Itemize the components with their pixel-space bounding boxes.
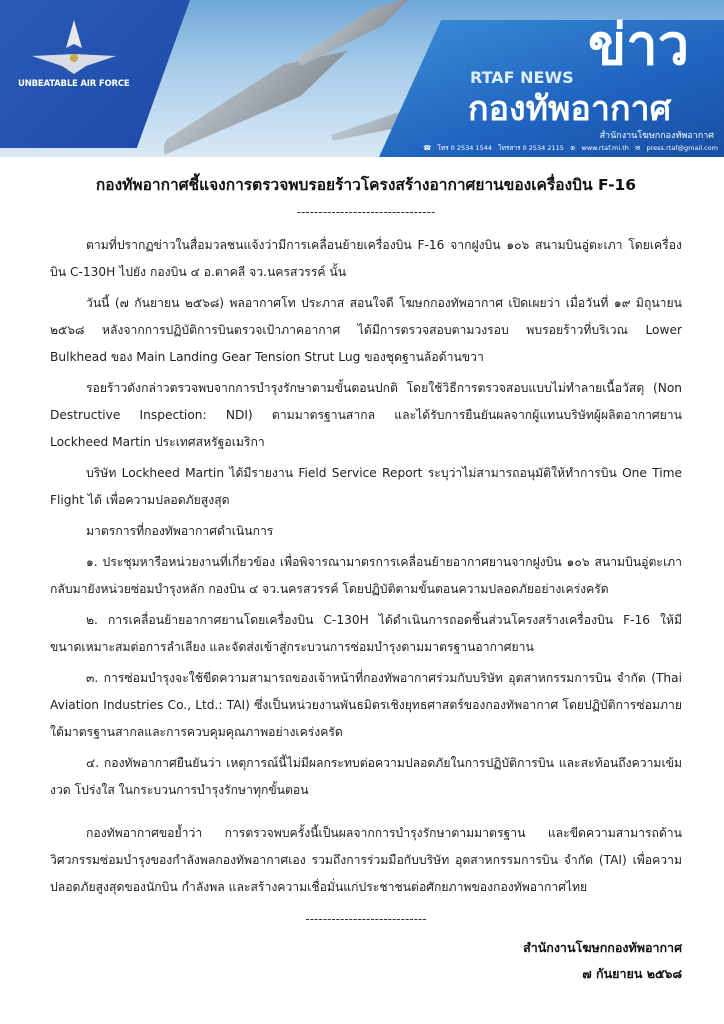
banner-news-heading: ข่าว <box>588 13 690 78</box>
press-release-body <box>50 172 682 987</box>
measure-item-4: ๔. กองทัพอากาศยืนยันว่า เหตุการณ์นี้ไม่มีผลกระทบต่อความปลอดภัยในการปฏิบัติการบิน และสะท้อนถึงความเข้มงวด โปร่งใส ในกระบวนการบำรุงรักษาทุกขั้นตอน <box>50 756 682 797</box>
phone-icon: ☎ <box>423 144 432 152</box>
measures-heading: มาตรการที่กองทัพอากาศดำเนินการ <box>86 524 274 538</box>
banner-office-name: สำนักงานโฆษกกองทัพอากาศ <box>599 131 714 141</box>
separator-top: -------------------------------- <box>296 205 436 219</box>
release-date: ๗ กันยายน ๒๕๖๘ <box>582 966 682 981</box>
measure-item-3: ๓. การซ่อมบำรุงจะใช้ขีดความสามารถของเจ้าหน้าที่กองทัพอากาศร่วมกับบริษัท อุตสาหกรรมการบิน จำกัด (Thai Aviation Industries Co., Ltd.: TAI) ซึ่งเป็นหน่วยงานพันธมิตรเชิงยุทธศาสตร์ของกองทัพอากาศ โดยปฏิบัติการซ่อมภายใต้มาตรฐานสากลและการควบคุมคุณภาพอย่างเคร่งครัด <box>50 671 682 739</box>
phone-number: โทร 0 2534 1544 <box>437 144 493 152</box>
air-force-wings-emblem-icon <box>26 18 122 78</box>
paragraph: วันนี้ (๗ กันยายน ๒๕๖๘) พลอากาศโท ประภาส สอนใจดี โฆษกกองทัพอากาศ เปิดเผยว่า เมื่อวันที่ ๑๙ มิถุนายน ๒๕๖๘ หลังจากการปฏิบัติการบินตรวจเป้าภาคอากาศ ได้มีการตรวจสอบตามวงรอบ พบรอยร้าวที่บริเวณ Lower Bulkhead ของ Main Landing Gear Tension Strut Lug ของชุดฐานล้อด้านขวา <box>50 296 682 364</box>
closing-paragraph: กองทัพอากาศขอย้ำว่า การตรวจพบครั้งนี้เป็นผลจากการบำรุงรักษาตามมาตรฐาน และขีดความสามารถด้านวิศวกรรมซ่อมบำรุงของกำลังพลกองทัพอากาศเอง รวมถึงการร่วมมือกับบริษัท อุตสาหกรรมการบิน จำกัด (TAI) เพื่อความปลอดภัยสูงสุดของนักบิน กำลังพล และสร้างความเชื่อมั่นแก่ประชาชนต่อศักยภาพของกองทัพอากาศไทย <box>50 826 682 894</box>
email-icon: ✉ <box>634 144 641 152</box>
paragraph: ตามที่ปรากฏข่าวในสื่อมวลชนแจ้งว่ามีการเคลื่อนย้ายเครื่องบิน F-16 จากฝูงบิน ๑๐๖ สนามบินอู่ตะเภา โดยเครื่องบิน C-130H ไปยัง กองบิน ๔ อ.ตาคลี จว.นครสวรรค์ นั้น <box>50 238 682 279</box>
signature-office: สำนักงานโฆษกกองทัพอากาศ <box>523 940 682 955</box>
measure-item-2: ๒. การเคลื่อนย้ายอากาศยานโดยเครื่องบิน C-130H ได้ดำเนินการถอดชิ้นส่วนโครงสร้างเครื่องบิน F-16 ให้มีขนาดเหมาะสมต่อการลำเลียง และจัดส่งเข้าสู่กระบวนการซ่อมบำรุงตามมาตรฐานอากาศยาน <box>50 613 682 654</box>
banner-contact-line <box>419 143 718 153</box>
paragraph: บริษัท Lockheed Martin ได้มีรายงาน Field Service Report ระบุว่าไม่สามารถอนุมัติให้ทำการบิน One Time Flight ได้ เพื่อความปลอดภัยสูงสุด <box>50 466 682 507</box>
email-link[interactable]: press.rtaf@gmail.com <box>646 144 718 152</box>
fax-number: โทรสาร 0 2534 2115 <box>498 144 564 152</box>
press-release-title: กองทัพอากาศชี้แจงการตรวจพบรอยร้าวโครงสร้างอากาศยานของเครื่องบิน F-16 <box>95 176 637 194</box>
rtaf-news-label: RTAF NEWS <box>470 68 574 87</box>
banner-motto: UNBEATABLE AIR FORCE <box>18 79 130 89</box>
separator-bottom: ---------------------------- <box>305 912 427 926</box>
rtaf-news-banner <box>0 0 724 157</box>
paragraph: รอยร้าวดังกล่าวตรวจพบจากการบำรุงรักษาตามขั้นตอนปกติ โดยใช้วิธีการตรวจสอบแบบไม่ทำลายเนื้อวัสดุ (Non Destructive Inspection: NDI) ตามมาตรฐานสากล และได้รับการยืนยันผลจากผู้แทนบริษัทผู้ผลิตอากาศยาน Lockheed Martin ประเทศสหรัฐอเมริกา <box>50 381 682 449</box>
website-link[interactable]: www.rtaf.mi.th <box>581 144 629 152</box>
banner-air-force-heading: กองทัพอากาศ <box>468 89 672 129</box>
globe-icon: ⊕ <box>569 144 576 152</box>
measure-item-1: ๑. ประชุมหารือหน่วยงานที่เกี่ยวข้อง เพื่อพิจารณามาตรการเคลื่อนย้ายอากาศยานจากฝูงบิน ๑๐๖ สนามบินอู่ตะเภา กลับมายังหน่วยซ่อมบำรุงหลัก กองบิน ๔ จว.นครสวรรค์ โดยปฏิบัติตามขั้นตอนความปลอดภัยอย่างเคร่งครัด <box>50 555 682 596</box>
